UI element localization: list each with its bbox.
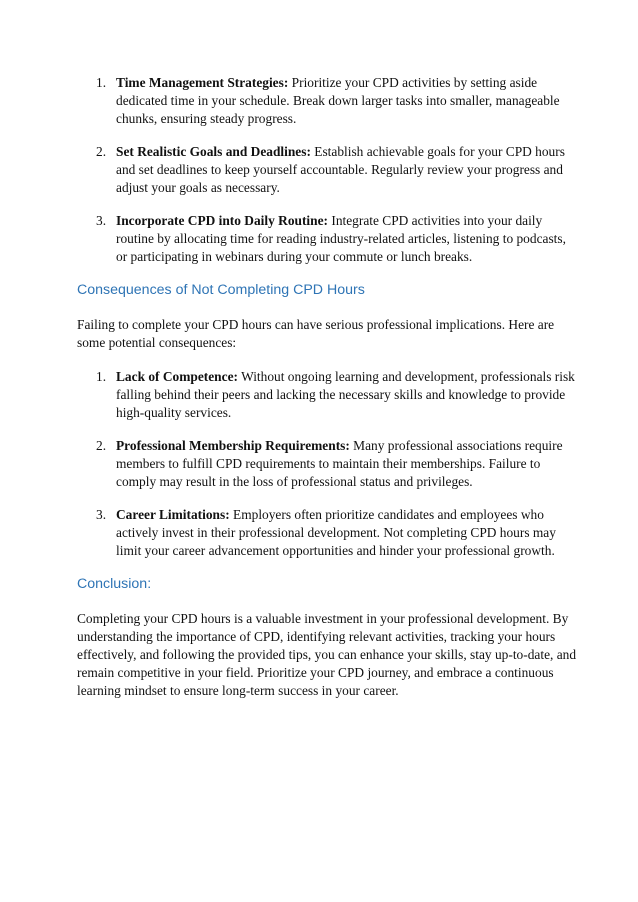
consequences-intro: Failing to complete your CPD hours can have serious professional implications. Here are some potential consequences: xyxy=(77,317,555,350)
list-item-text: Establish achievable goals for your CPD hours and set deadlines to keep yourself accountable. Regularly review your progress and adjust your goals as necessary. xyxy=(116,144,565,195)
list-item-title: Incorporate CPD into Daily Routine: xyxy=(116,213,329,228)
list-item-text: Integrate CPD activities into your daily routine by allocating time for reading industry-related articles, listening to podcasts, or participating in webinars during your commute or lunch breaks. xyxy=(116,213,566,264)
conclusion-heading: Conclusion: xyxy=(77,576,152,592)
list-item-title: Set Realistic Goals and Deadlines: xyxy=(116,144,311,159)
list-item-title: Lack of Competence: xyxy=(116,369,238,384)
list-item xyxy=(77,143,578,197)
list-item xyxy=(77,506,578,560)
list-item-text: Without ongoing learning and development, professionals risk falling behind their peers and lacking the necessary skills and knowledge to provide high-quality services. xyxy=(116,369,575,420)
list-item-text: Many professional associations require members to fulfill CPD requirements to maintain their memberships. Failure to comply may result in the loss of professional status and privileges. xyxy=(116,438,563,489)
list-item-title: Career Limitations: xyxy=(116,507,230,522)
consequences-heading: Consequences of Not Completing CPD Hours xyxy=(77,282,365,298)
list-number: 1. xyxy=(96,369,107,384)
list-item xyxy=(77,437,578,491)
list-number: 1. xyxy=(96,75,107,90)
list-number: 2. xyxy=(96,438,107,453)
conclusion-text: Completing your CPD hours is a valuable investment in your professional development. By understanding the importance of CPD, identifying relevant activities, tracking your hours effectively, and following the provided tips, you can enhance your skills, stay up-to-date, and remain competitive in your field. Prioritize your CPD journey, and embrace a continuous learning mindset to ensure long-term success in your career. xyxy=(77,611,577,698)
list-number: 3. xyxy=(96,213,107,228)
list-item xyxy=(77,74,578,128)
list-item xyxy=(77,368,578,422)
list-number: 2. xyxy=(96,144,107,159)
list-item-text: Prioritize your CPD activities by setting aside dedicated time in your schedule. Break down larger tasks into smaller, manageable chunks, ensuring steady progress. xyxy=(116,75,560,126)
tips-list xyxy=(77,74,578,266)
list-item-title: Time Management Strategies: xyxy=(116,75,289,90)
consequences-list xyxy=(77,368,578,560)
list-item xyxy=(77,212,578,266)
list-item-text: Employers often prioritize candidates and employees who actively invest in their professional development. Not completing CPD hours may limit your career advancement opportunities and hinder your professional growth. xyxy=(116,507,556,558)
list-number: 3. xyxy=(96,507,107,522)
list-item-title: Professional Membership Requirements: xyxy=(116,438,350,453)
